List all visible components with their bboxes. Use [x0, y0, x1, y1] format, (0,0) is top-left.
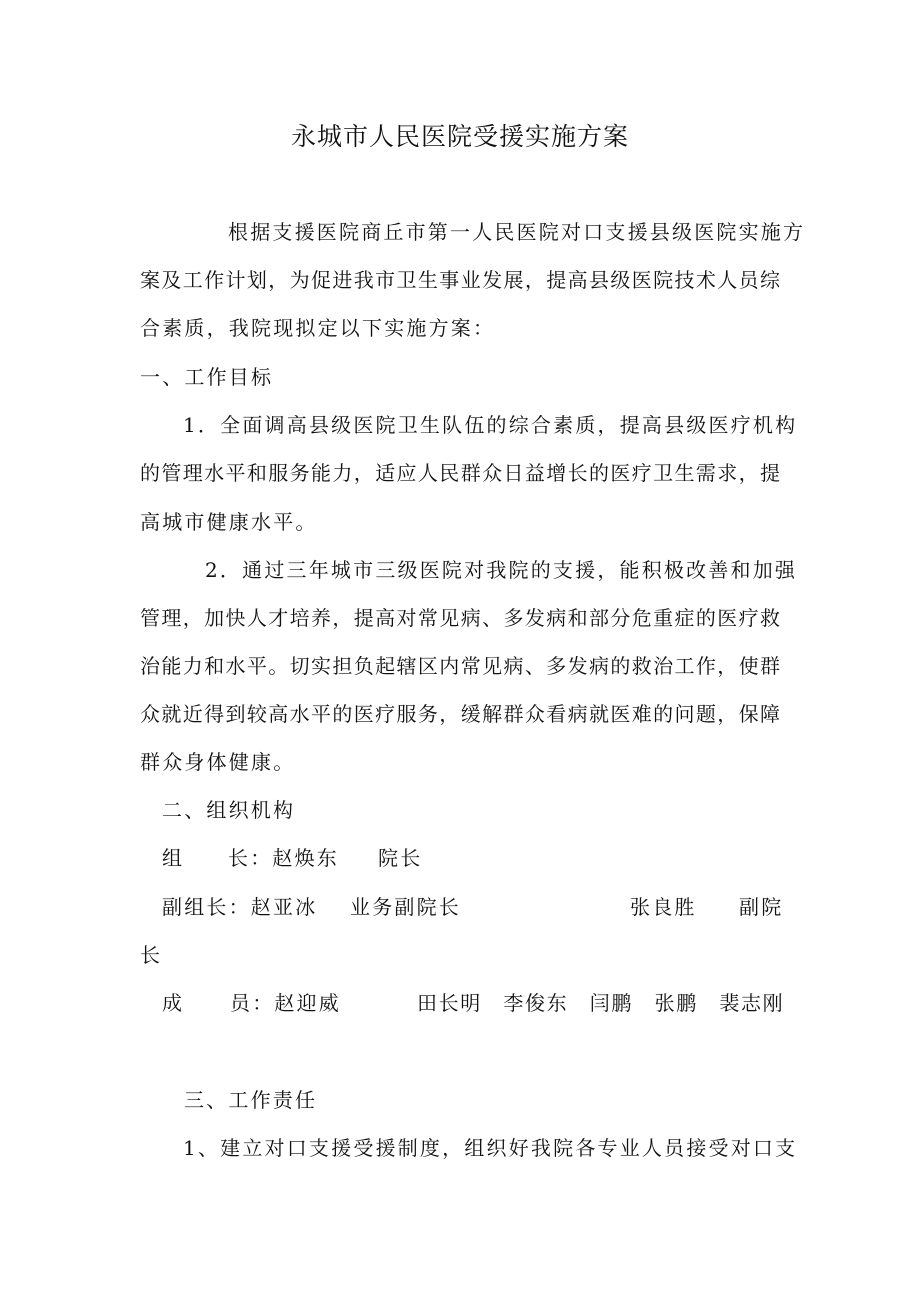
deputy2-title-b: 长 — [140, 943, 163, 967]
section1-heading: 一、工作目标 — [140, 365, 274, 389]
members-label-b: 员：赵迎威 — [230, 991, 341, 1015]
deputy2-name: 张良胜 — [630, 895, 697, 919]
section1-item2-line-1: 2．通过三年城市三级医院对我院的支援，能积极改善和加强 — [205, 558, 798, 582]
intro-line-1: 根据支援医院商丘市第一人民医院对口支援县级医院实施方 — [228, 220, 806, 244]
members-list: 田长明 李俊东 闫鹏 张鹏 裴志刚 — [417, 991, 785, 1015]
section1-item2-line-2: 管理，加快人才培养，提高对常见病、多发病和部分危重症的医疗救 — [140, 606, 780, 630]
section2-heading: 二、组织机构 — [162, 798, 296, 822]
section1-item1-line-1: 1．全面调高县级医院卫生队伍的综合素质，提高县级医疗机构 — [183, 413, 798, 437]
section1-item1-line-3: 高城市健康水平。 — [140, 510, 318, 534]
document-title: 永城市人民医院受援实施方案 — [290, 122, 629, 151]
section1-item2-line-3: 治能力和水平。切实担负起辖区内常见病、多发病的救治工作，使群 — [140, 654, 780, 678]
leader-label-b: 长：赵焕东 — [228, 846, 339, 870]
section1-item2-line-4: 众就近得到较高水平的医疗服务，缓解群众看病就医难的问题，保障 — [140, 702, 780, 726]
deputy2-title-a: 副院 — [739, 895, 784, 919]
section3-heading: 三、工作责任 — [184, 1088, 318, 1112]
section1-item1-line-2: 的管理水平和服务能力，适应人民群众日益增长的医疗卫生需求，提 — [140, 461, 780, 485]
intro-line-3: 合素质，我院现拟定以下实施方案： — [140, 316, 496, 340]
deputy-title: 业务副院长 — [350, 895, 461, 919]
members-label-a: 成 — [162, 991, 185, 1015]
section1-item2-line-5: 群众身体健康。 — [140, 750, 296, 774]
deputy-label: 副组长：赵亚冰 — [162, 895, 318, 919]
intro-line-2: 案及工作计划，为促进我市卫生事业发展，提高县级医院技术人员综 — [140, 268, 780, 292]
leader-title: 院长 — [378, 846, 423, 870]
section3-item1-line-1: 1、建立对口支援受援制度，组织好我院各专业人员接受对口支 — [183, 1136, 798, 1160]
leader-label-a: 组 — [162, 846, 185, 870]
